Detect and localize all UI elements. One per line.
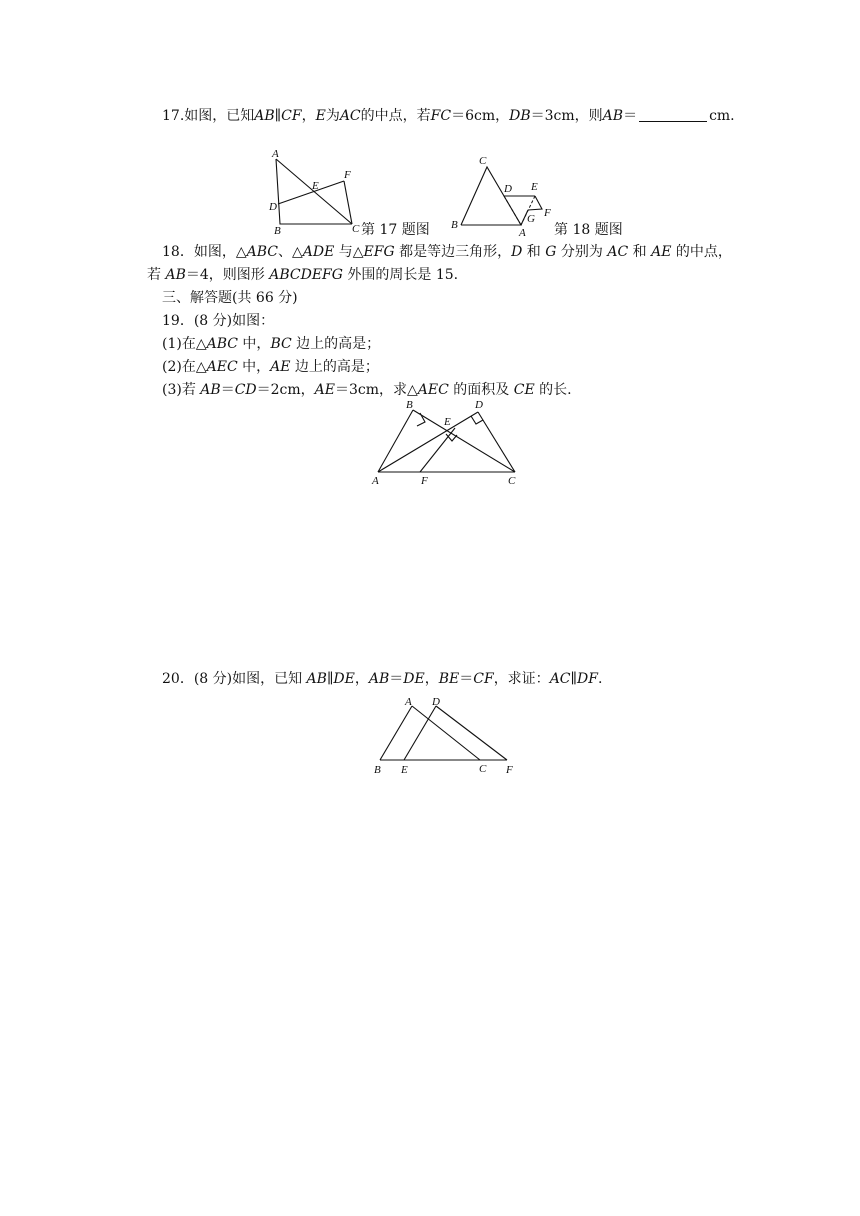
q18-text: 18．如图，△ <box>162 244 247 260</box>
q18-shape: ABCDEFG <box>269 267 343 283</box>
q19-text: 中， <box>237 336 271 352</box>
q20-seg: DF <box>576 671 598 687</box>
label-e: E <box>401 764 408 776</box>
label-g: G <box>527 213 535 225</box>
label-d: D <box>475 399 483 411</box>
fig18-efg <box>528 196 542 210</box>
q18-text: 外围的周长是 15. <box>342 267 459 283</box>
q17-text: ＝6cm， <box>451 108 510 124</box>
parallel-symbol: ∥ <box>274 108 282 124</box>
label-b: B <box>451 219 458 231</box>
q18-seg: AC <box>607 244 629 260</box>
q19-text: 中， <box>237 359 271 375</box>
q20-text: . <box>597 671 603 687</box>
figure-18 <box>445 150 565 240</box>
q20-seg: BE <box>438 671 460 687</box>
q18-tri: ADE <box>302 244 335 260</box>
q19-text: (2)在△ <box>162 359 207 375</box>
q19-tri: AEC <box>417 382 449 398</box>
fig17-df <box>278 181 344 204</box>
fig19-ad <box>378 412 478 472</box>
q20-seg: AB <box>306 671 327 687</box>
q17-text: ＝ <box>623 108 638 124</box>
q19-seg: AE <box>314 382 335 398</box>
label-d: D <box>269 201 277 213</box>
fig19-dc <box>478 412 515 472</box>
q18-text: 分别为 <box>556 244 608 260</box>
label-f: F <box>344 169 351 181</box>
q17-text: 的中点，若 <box>360 108 431 124</box>
q18-text: 的中点， <box>671 244 732 260</box>
q19-seg: BC <box>270 336 292 352</box>
q19-text: 边上的高是； <box>291 336 381 352</box>
q18-text: 和 <box>628 244 652 260</box>
label-f: F <box>544 207 551 219</box>
q17-seg: AB <box>602 108 624 124</box>
fig19-ab <box>378 410 413 472</box>
q18-tri: ABC <box>246 244 278 260</box>
q20-seg: AB <box>368 671 390 687</box>
q18-text: 都是等边三角形， <box>394 244 512 260</box>
label-b: B <box>274 225 281 237</box>
label-f: F <box>421 475 428 487</box>
q17-seg: AB <box>254 108 275 124</box>
q20-seg: DE <box>403 671 425 687</box>
question-19-part2 <box>162 357 379 377</box>
question-19-part3 <box>162 380 572 400</box>
label-b: B <box>374 764 381 776</box>
answer-blank[interactable] <box>639 107 707 122</box>
label-f: F <box>506 764 513 776</box>
q19-text: (1)在△ <box>162 336 207 352</box>
label-e: E <box>531 181 538 193</box>
q20-seg: AC <box>549 671 571 687</box>
q18-text: ＝4，则图形 <box>185 267 270 283</box>
q17-text: 为 <box>325 108 340 124</box>
q18-tri: EFG <box>363 244 395 260</box>
label-a: A <box>405 696 412 708</box>
q19-seg: CE <box>513 382 535 398</box>
question-19-part1 <box>162 334 380 354</box>
q20-text: 20．(8 分)如图，已知 <box>162 671 307 687</box>
label-a: A <box>372 475 379 487</box>
q18-seg: AB <box>165 267 186 283</box>
right-angle-b <box>417 413 425 426</box>
label-d: D <box>432 696 440 708</box>
q17-unit: cm. <box>709 108 735 124</box>
label-c: C <box>479 155 487 167</box>
label-c: C <box>352 223 360 235</box>
q19-seg: CD <box>234 382 257 398</box>
caption-fig17: 第 17 题图 <box>361 222 430 238</box>
parallel-symbol: ∥ <box>570 671 577 687</box>
q17-number: 17. <box>162 108 185 124</box>
fig19-bc <box>413 410 515 472</box>
q17-seg: DB <box>509 108 531 124</box>
caption-fig18: 第 18 题图 <box>554 222 623 238</box>
q20-text: ， <box>424 671 439 687</box>
parallel-symbol: ∥ <box>326 671 334 687</box>
question-18-line2 <box>147 265 458 285</box>
q19-text: 的长. <box>534 382 572 398</box>
fig19-fe <box>420 428 455 472</box>
q20-text: ， <box>354 671 369 687</box>
q18-seg: AE <box>651 244 672 260</box>
q18-text: 和 <box>522 244 546 260</box>
q17-text: ， <box>301 108 316 124</box>
label-c: C <box>479 763 487 775</box>
q19-text: ＝ <box>220 382 235 398</box>
q17-point: E <box>315 108 326 124</box>
q17-text: ＝3cm，则 <box>530 108 603 124</box>
q18-text: 、△ <box>277 244 303 260</box>
q19-seg: AE <box>270 359 291 375</box>
figure-19 <box>368 398 528 490</box>
q19-tri: AEC <box>206 359 238 375</box>
q20-seg: DE <box>333 671 355 687</box>
q19-tri: ABC <box>206 336 238 352</box>
q20-text: ，求证： <box>493 671 550 687</box>
label-a: A <box>519 227 526 239</box>
label-d: D <box>504 183 512 195</box>
q17-text: 如图，已知 <box>184 108 255 124</box>
q19-text: ＝2cm， <box>256 382 315 398</box>
q18-text: 若 <box>147 267 166 283</box>
label-a: A <box>272 148 279 160</box>
q19-text: 的面积及 <box>448 382 514 398</box>
q17-seg: CF <box>281 108 302 124</box>
question-19-head: 19．(8 分)如图： <box>162 313 275 329</box>
fig20-de <box>404 706 436 760</box>
section-3-heading: 三、解答题(共 66 分) <box>162 290 298 306</box>
fig20-ab <box>380 706 412 760</box>
question-18-line1 <box>162 242 732 262</box>
q20-seg: CF <box>473 671 494 687</box>
q19-seg: AB <box>200 382 221 398</box>
q17-seg: AC <box>339 108 361 124</box>
q19-text: 边上的高是； <box>290 359 379 375</box>
label-b: B <box>406 399 413 411</box>
q17-seg: FC <box>430 108 452 124</box>
label-c: C <box>508 475 516 487</box>
label-e: E <box>444 416 451 428</box>
q18-point: D <box>511 244 523 260</box>
q20-text: ＝ <box>459 671 474 687</box>
label-e: E <box>312 180 319 192</box>
question-17 <box>162 106 735 126</box>
q18-point: G <box>545 244 557 260</box>
q18-text: 与△ <box>334 244 364 260</box>
figure-20 <box>370 693 530 783</box>
q19-text: ＝3cm，求△ <box>335 382 418 398</box>
question-20 <box>162 669 602 689</box>
q19-text: (3)若 <box>162 382 201 398</box>
q20-text: ＝ <box>389 671 404 687</box>
